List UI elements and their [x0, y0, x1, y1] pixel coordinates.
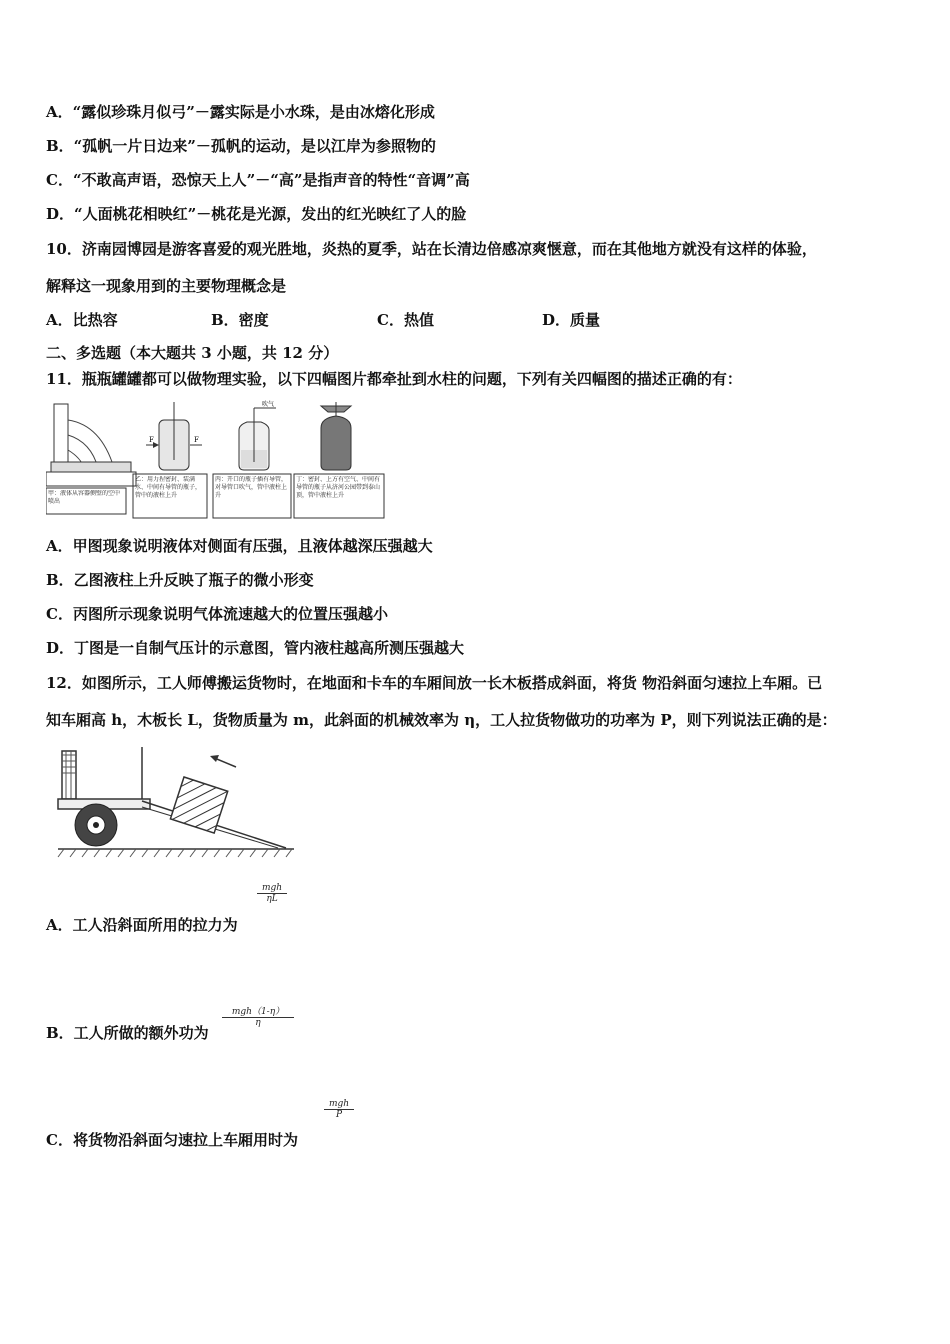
q11-stem: 11．瓶瓶罐罐都可以做物理实验，以下四幅图片都牵扯到水柱的问题，下列有关四幅图的描述正确的有： [46, 370, 742, 388]
q11-option-d: D．丁图是一自制气压计的示意图，管内液柱越高所测压强越大 [46, 639, 465, 657]
panel-bing-caption: 丙：开口的瓶子插有导管，对导管口吹气，管中液柱上升 [215, 476, 288, 499]
q10-stem-line2: 解释这一现象用到的主要物理概念是 [46, 277, 287, 295]
q11-option-a: A．甲图现象说明液体对侧面有压强，且液体越深压强越大 [46, 537, 433, 555]
panel-jia-caption: 甲：液体从容器侧壁的空中喷出 [48, 490, 121, 505]
q12-option-a-denominator: ηL [266, 894, 278, 904]
svg-text:F: F [194, 436, 199, 444]
q12-truck-ramp-drawing [56, 745, 296, 863]
q12-option-a: A．工人沿斜面所用的拉力为 [46, 916, 238, 934]
q12-stem-line2: 知车厢高 h，木板长 L，货物质量为 m，此斜面的机械效率为 η，工人拉货物做功的功率为 P，则下列说法正确的是： [46, 711, 837, 729]
q12-option-b: B．工人所做的额外功为 [46, 1024, 209, 1042]
q12-option-b-denominator: η [255, 1018, 261, 1028]
q10-option-c: C．热值 [377, 311, 434, 329]
blow-label: 吹气 [262, 401, 275, 408]
panel-ding-caption: 丁：密封、上方有空气、中间有导管的瓶子从济河公园带到泰山顶，管中液柱上升 [296, 476, 381, 499]
q12-stem-line1: 12．如图所示，工人师傅搬运货物时，在地面和卡车的车厢间放一长木板搭成斜面，将货 物沿斜面匀速拉上车厢。已 [46, 674, 823, 692]
q12-option-b-numerator: mgh（1-η） [222, 1004, 294, 1018]
q12-option-c-fraction [324, 1099, 354, 1120]
q9-option-d: D．“人面桃花相映红”－桃花是光源，发出的红光映红了人的脸 [46, 205, 467, 223]
q12-option-c-numerator: mgh [324, 1099, 354, 1110]
q11-figure [46, 400, 386, 520]
q12-figure [56, 745, 296, 863]
q12-option-a-fraction [257, 883, 287, 904]
q12-option-a-numerator: mgh [257, 883, 287, 894]
q10-option-b: B．密度 [211, 311, 269, 329]
q10-stem-line1: 10．济南园博园是游客喜爱的观光胜地，炎热的夏季，站在长清边倍感凉爽惬意，而在其他地方就没有这样的体验， [46, 240, 817, 258]
q9-option-b: B．“孤帆一片日边来”－孤帆的运动，是以江岸为参照物的 [46, 137, 436, 155]
q12-option-c-denominator: P [335, 1110, 343, 1120]
q9-option-c: C．“不敢高声语，恐惊天上人”－“高”是指声音的特性“音调”高 [46, 171, 470, 189]
section-title: 二、多选题（本大题共 3 小题，共 12 分） [46, 344, 339, 362]
q11-option-b: B．乙图液柱上升反映了瓶子的微小形变 [46, 571, 314, 589]
q10-option-d: D．质量 [542, 311, 601, 329]
q9-option-a: A．“露似珍珠月似弓”－露实际是小水珠，是由冰熔化形成 [46, 103, 435, 121]
q12-option-c: C．将货物沿斜面匀速拉上车厢用时为 [46, 1131, 298, 1149]
svg-text:F: F [149, 436, 154, 444]
panel-yi-caption: 乙：用力捏密封、装满水、中间有导管的瓶子，管中的液柱上升 [135, 476, 202, 499]
q12-option-b-fraction [222, 1004, 294, 1028]
q10-option-a: A．比热容 [46, 311, 118, 329]
q11-option-c: C．丙图所示现象说明气体流速越大的位置压强越小 [46, 605, 388, 623]
